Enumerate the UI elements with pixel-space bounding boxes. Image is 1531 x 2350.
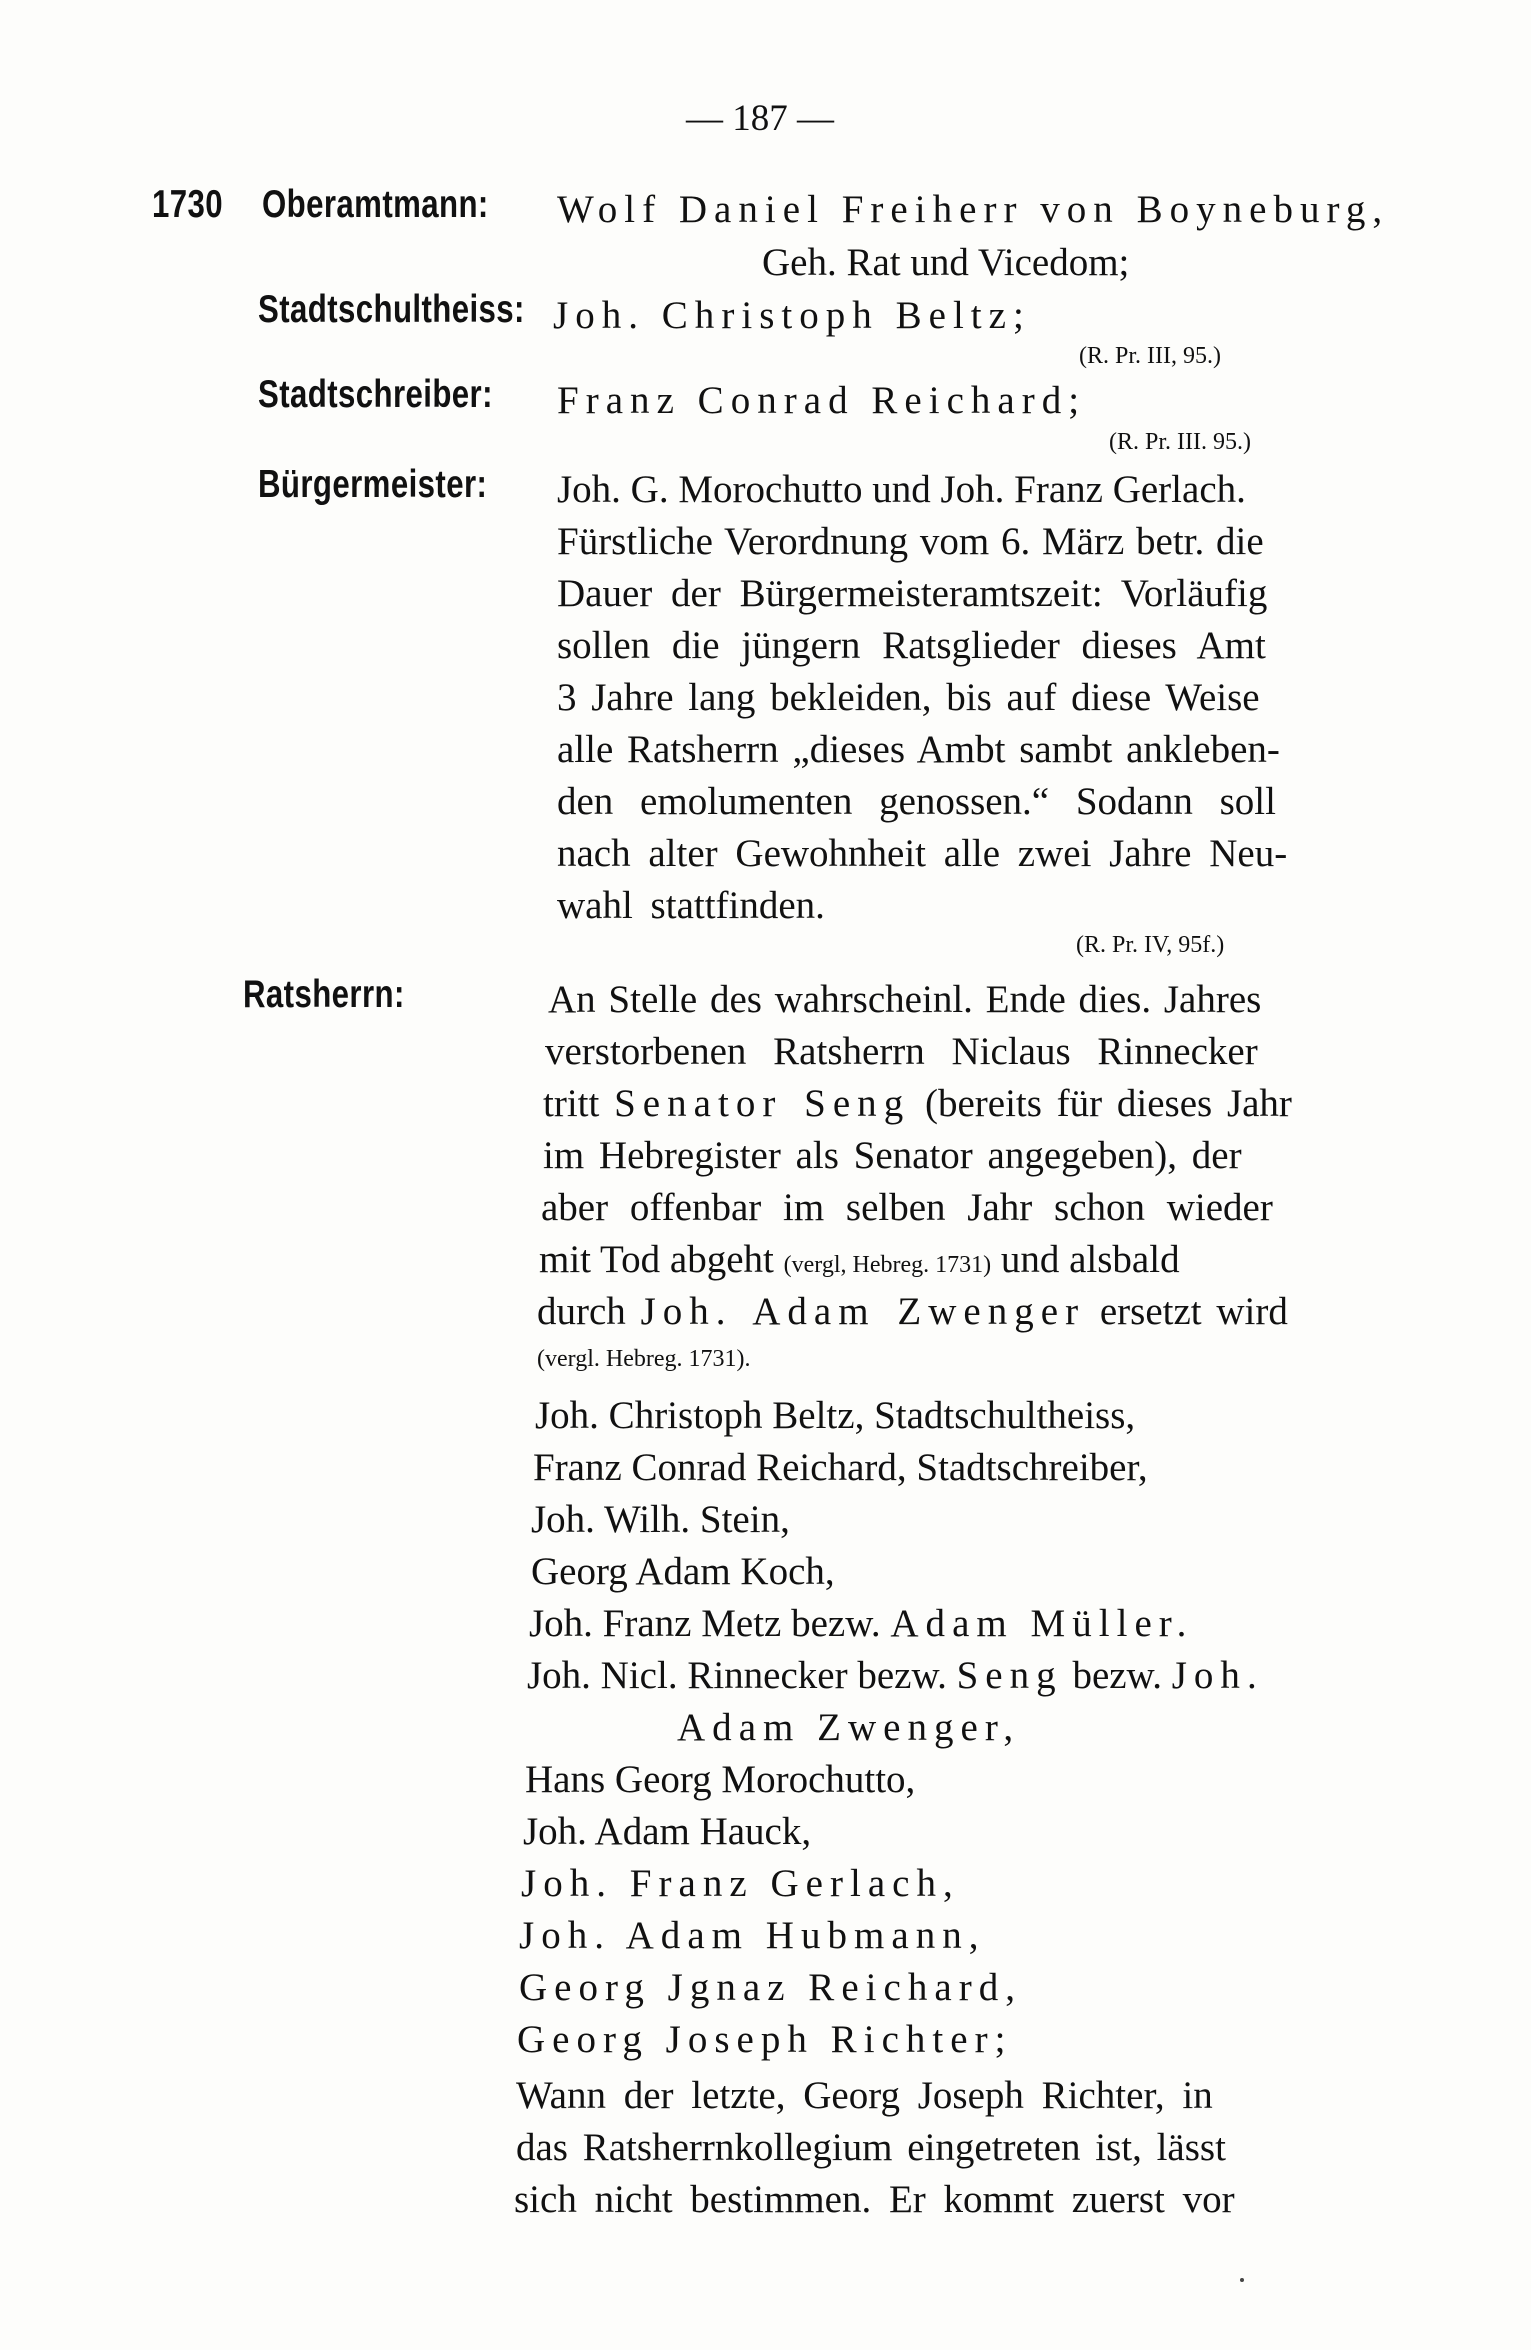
member-line: Georg Joseph Richter;	[517, 2018, 1013, 2061]
label-stadtschultheiss: Stadtschultheiss:	[258, 288, 525, 331]
year-label: 1730	[152, 183, 224, 226]
stadtschreiber-ref: (R. Pr. III. 95.)	[1109, 429, 1251, 455]
stadtschultheiss-ref: (R. Pr. III, 95.)	[1079, 343, 1221, 369]
ratsherrn-intro-line-6: mit Tod abgeht (vergl, Hebreg. 1731) und alsbald	[539, 1238, 1180, 1281]
stadtschreiber-line-1: Franz Conrad Reichard;	[557, 379, 1087, 422]
buergermeister-line: wahl stattfinden.	[557, 884, 825, 927]
buergermeister-line: sollen die jüngern Ratsglieder dieses Amt	[557, 624, 1266, 667]
closing-line: Wann der letzte, Georg Joseph Richter, in	[516, 2074, 1213, 2117]
ratsherrn-intro-line-3: tritt Senator Seng (bereits für dieses Jahr	[543, 1082, 1292, 1125]
member-line: Joh. Franz Metz bezw. Adam Müller.	[529, 1602, 1194, 1645]
buergermeister-line: Dauer der Bürgermeisteramtszeit: Vorläufig	[557, 572, 1268, 615]
ratsherrn-intro-line-4: im Hebregister als Senator angegeben), der	[543, 1134, 1242, 1177]
member-line: Georg Jgnaz Reichard,	[519, 1966, 1022, 2009]
label-ratsherrn: Ratsherrn:	[243, 973, 405, 1016]
ratsherrn-intro-line: verstorbenen Ratsherrn Niclaus Rinnecker	[545, 1030, 1258, 1073]
label-buergermeister: Bürgermeister:	[258, 463, 488, 506]
oberamtmann-line-2: Geh. Rat und Vicedom;	[762, 241, 1130, 284]
page-number: — 187 —	[686, 98, 834, 139]
buergermeister-line: den emolumenten genossen.“ Sodann soll	[557, 780, 1276, 823]
buergermeister-line: Fürstliche Verordnung vom 6. März betr. die	[557, 520, 1264, 563]
member-line: Franz Conrad Reichard, Stadtschreiber,	[533, 1446, 1148, 1489]
buergermeister-ref: (R. Pr. IV, 95f.)	[1076, 932, 1225, 958]
stadtschultheiss-line-1: Joh. Christoph Beltz;	[553, 294, 1031, 337]
buergermeister-line: alle Ratsherrn „dieses Ambt sambt ankleben-	[557, 728, 1280, 771]
member-line: Joh. Wilh. Stein,	[531, 1498, 790, 1541]
member-line: Joh. Adam Hauck,	[523, 1810, 812, 1853]
buergermeister-line: 3 Jahre lang bekleiden, bis auf diese Weise	[557, 676, 1260, 719]
ratsherrn-ref: (vergl. Hebreg. 1731).	[537, 1346, 751, 1372]
member-line: Joh. Christoph Beltz, Stadtschultheiss,	[535, 1394, 1136, 1437]
member-line: Joh. Adam Hubmann,	[519, 1914, 986, 1957]
member-line: Adam Zwenger,	[677, 1706, 1021, 1749]
buergermeister-line: Joh. G. Morochutto und Joh. Franz Gerlach.	[557, 468, 1246, 511]
label-oberamtmann: Oberamtmann:	[262, 183, 489, 226]
ratsherrn-intro-line-5: aber offenbar im selben Jahr schon wieder	[541, 1186, 1273, 1229]
member-line: Georg Adam Koch,	[531, 1550, 835, 1593]
ratsherrn-intro-line-7: durch Joh. Adam Zwenger ersetzt wird	[537, 1290, 1288, 1333]
label-stadtschreiber: Stadtschreiber:	[258, 373, 493, 416]
member-line: Joh. Franz Gerlach,	[521, 1862, 960, 1905]
closing-line: sich nicht bestimmen. Er kommt zuerst vor	[514, 2178, 1235, 2221]
member-line: Hans Georg Morochutto,	[525, 1758, 916, 1801]
member-line: Joh. Nicl. Rinnecker bezw. Seng bezw. Joh.	[527, 1654, 1264, 1697]
buergermeister-line: nach alter Gewohnheit alle zwei Jahre Neu-	[557, 832, 1288, 875]
oberamtmann-line-1: Wolf Daniel Freiherr von Boyneburg,	[557, 188, 1390, 231]
print-speck	[1240, 2278, 1244, 2282]
ratsherrn-intro-line: An Stelle des wahrscheinl. Ende dies. Jahres	[548, 978, 1262, 1021]
closing-line: das Ratsherrnkollegium eingetreten ist, lässt	[516, 2126, 1226, 2169]
